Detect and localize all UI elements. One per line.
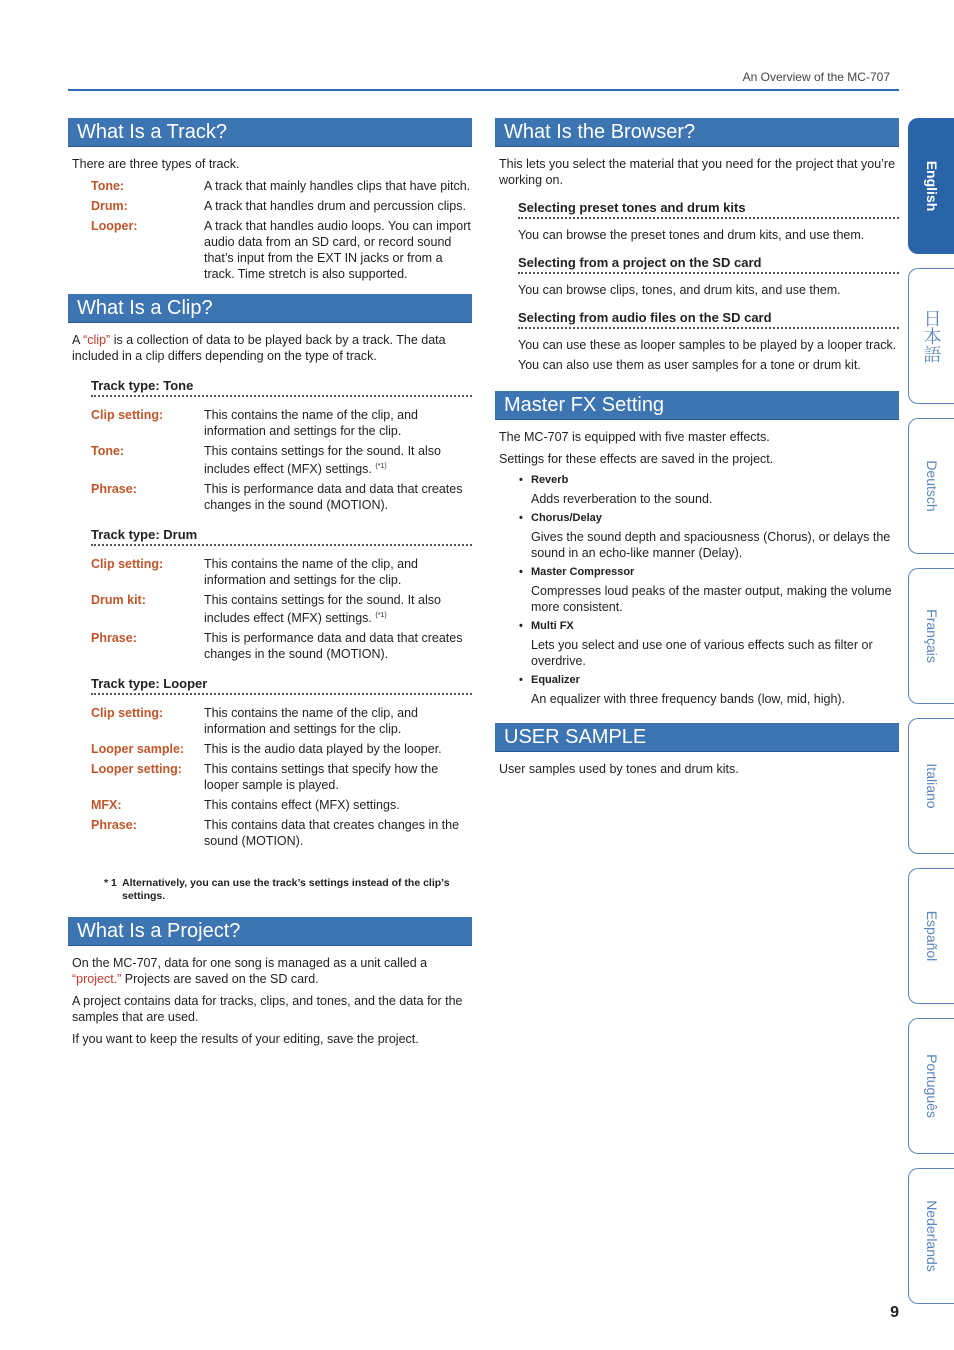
- tab-label: Italiano: [923, 763, 940, 809]
- tab-label: Deutsch: [923, 460, 940, 512]
- effect-name: [519, 673, 899, 687]
- effect-desc: Lets you select and use one of various effects such as filter or overdrive.: [531, 638, 873, 668]
- tab-japanese[interactable]: [908, 268, 954, 404]
- track-type-item: [68, 198, 472, 214]
- term-label: Looper setting:: [91, 762, 182, 777]
- browser-desc: You can also use them as user samples for a tone or drum kit.: [518, 358, 861, 372]
- term-label: Clip setting:: [91, 557, 164, 572]
- clip-intro: [72, 332, 472, 364]
- term-label: Drum kit:: [91, 593, 146, 608]
- bullet-icon: •: [519, 474, 523, 486]
- clip-item: [68, 817, 472, 849]
- clip-item: [68, 592, 472, 626]
- project-text: On the MC-707, data for one song is managed as a unit called a: [72, 956, 428, 971]
- term-desc-with-note: [204, 443, 472, 477]
- term-desc: A track that handles audio loops. You can import audio data from an SD card, or record sound that’s input from the EXT IN jacks or from a track. Time stretch is also supported.: [204, 219, 471, 281]
- effect-name-text: Multi FX: [531, 620, 574, 632]
- project-section-title: What Is a Project?: [68, 917, 472, 946]
- term-desc: This contains the name of the clip, and information and settings for the clip.: [204, 408, 419, 438]
- term-desc-with-note: [204, 592, 472, 626]
- bullet-icon: •: [519, 620, 523, 632]
- track-type-item: [68, 178, 472, 194]
- tab-portugues[interactable]: [908, 1018, 954, 1154]
- subheading-project-sd: Selecting from a project on the SD card: [518, 255, 899, 274]
- effect-name: [519, 619, 899, 633]
- term-desc: This contains effect (MFX) settings.: [204, 798, 400, 813]
- track-section-title: What Is a Track?: [68, 118, 472, 147]
- clip-item: [68, 481, 472, 513]
- header-rule: [68, 89, 899, 91]
- clip-item: [68, 761, 472, 793]
- tab-label: Español: [923, 910, 940, 962]
- footnote-text: Alternatively, you can use the track’s settings instead of the clip’s settings.: [122, 877, 450, 903]
- tab-label: 日本語: [921, 309, 942, 363]
- tab-label: Français: [923, 609, 940, 663]
- browser-desc: You can browse the preset tones and drum kits, and use them.: [518, 228, 865, 242]
- term-desc: This is performance data and data that creates changes in the sound (MOTION).: [204, 631, 463, 662]
- browser-desc: You can use these as looper samples to be played by a looper track.: [518, 338, 897, 352]
- bullet-icon: •: [519, 512, 523, 524]
- effect-name: [519, 473, 899, 487]
- project-term-link: “project.”: [72, 972, 122, 987]
- project-para-2: A project contains data for tracks, clips, and tones, and the data for the samples that are used.: [72, 994, 463, 1025]
- footnote-ref: (*1): [375, 612, 387, 620]
- footnote: [104, 877, 472, 903]
- effect-name: [519, 565, 899, 579]
- term-label: Tone:: [91, 179, 125, 193]
- tab-nederlands[interactable]: [908, 1168, 954, 1304]
- tab-label: Nederlands: [923, 1200, 940, 1272]
- tab-francais[interactable]: [908, 568, 954, 704]
- term-desc: This is performance data and data that creates changes in the sound (MOTION).: [204, 482, 463, 513]
- tab-espanol[interactable]: [908, 868, 954, 1004]
- tab-deutsch[interactable]: [908, 418, 954, 554]
- masterfx-para-2: Settings for these effects are saved in the project.: [499, 452, 774, 466]
- term-label: Phrase:: [91, 818, 137, 833]
- term-desc: A track that mainly handles clips that have pitch.: [204, 179, 471, 193]
- effect-desc: An equalizer with three frequency bands (low, mid, high).: [531, 692, 846, 706]
- clip-item: [68, 407, 472, 439]
- running-header: An Overview of the MC-707: [742, 70, 890, 84]
- footnote-ref: (*1): [375, 463, 387, 470]
- usersample-para: User samples used by tones and drum kits.: [499, 762, 739, 776]
- tab-english[interactable]: [908, 118, 954, 254]
- clip-item: [68, 443, 472, 477]
- tab-italiano[interactable]: [908, 718, 954, 854]
- effect-name-text: Chorus/Delay: [531, 512, 602, 524]
- term-label: Phrase:: [91, 482, 137, 497]
- effect-name-text: Equalizer: [531, 674, 580, 686]
- term-label: Tone:: [91, 444, 125, 458]
- subheading-audio-files-sd: Selecting from audio files on the SD card: [518, 310, 899, 329]
- browser-section-title: What Is the Browser?: [495, 118, 899, 147]
- clip-item: [68, 705, 472, 737]
- term-label: Clip setting:: [91, 408, 164, 422]
- term-label: Clip setting:: [91, 706, 164, 721]
- bullet-icon: •: [519, 674, 523, 686]
- effect-name: [519, 511, 899, 525]
- effect-name-text: Reverb: [531, 474, 569, 486]
- clip-intro-text: A: [72, 333, 84, 347]
- term-desc: A track that handles drum and percussion clips.: [204, 199, 466, 213]
- term-label: Looper:: [91, 219, 138, 233]
- clip-item: [68, 630, 472, 662]
- right-column: [495, 118, 899, 783]
- subheading-track-type-drum: Track type: Drum: [91, 527, 472, 546]
- masterfx-section-title: Master FX Setting: [495, 391, 899, 420]
- clip-item: [68, 741, 472, 757]
- term-desc: This contains settings for the sound. It also includes effect (MFX) settings.: [204, 593, 441, 626]
- subheading-track-type-tone: Track type: Tone: [91, 378, 472, 397]
- project-para-3: If you want to keep the results of your editing, save the project.: [72, 1032, 419, 1047]
- effect-desc: Gives the sound depth and spaciousness (Chorus), or delays the sound in an echo-like manner (Delay).: [531, 530, 891, 560]
- masterfx-para-1: The MC-707 is equipped with five master effects.: [499, 430, 770, 444]
- footnote-mark: * 1: [104, 877, 117, 890]
- project-text-rest: Projects are saved on the SD card.: [121, 972, 319, 987]
- term-desc: This is the audio data played by the looper.: [204, 742, 442, 757]
- project-para-1: [72, 955, 472, 987]
- term-label: MFX:: [91, 798, 122, 813]
- page-number: 9: [890, 1304, 899, 1321]
- track-type-list: [68, 178, 472, 282]
- term-desc: This contains data that creates changes in the sound (MOTION).: [204, 818, 460, 849]
- effect-name-text: Master Compressor: [531, 566, 635, 578]
- tab-label: English: [923, 160, 940, 212]
- tab-label: Português: [923, 1054, 940, 1118]
- effect-desc: Adds reverberation to the sound.: [531, 492, 713, 506]
- clip-section-title: What Is a Clip?: [68, 294, 472, 323]
- subheading-preset-tones: Selecting preset tones and drum kits: [518, 200, 899, 219]
- effect-desc: Compresses loud peaks of the master output, making the volume more consistent.: [531, 584, 892, 614]
- browser-intro: This lets you select the material that you need for the project that you’re working on.: [499, 157, 896, 187]
- left-column: [68, 118, 472, 1053]
- term-desc: This contains the name of the clip, and information and settings for the clip.: [204, 706, 419, 737]
- track-type-item: [68, 218, 472, 282]
- bullet-icon: •: [519, 566, 523, 578]
- term-desc: This contains settings that specify how the looper sample is played.: [204, 762, 439, 793]
- term-label: Drum:: [91, 199, 128, 213]
- track-intro: There are three types of track.: [72, 157, 240, 171]
- browser-desc: You can browse clips, tones, and drum kits, and use them.: [518, 283, 841, 297]
- clip-item: [68, 556, 472, 588]
- subheading-track-type-looper: Track type: Looper: [91, 676, 472, 695]
- term-desc: This contains the name of the clip, and information and settings for the clip.: [204, 557, 419, 588]
- term-desc: This contains settings for the sound. It also includes effect (MFX) settings.: [204, 444, 441, 477]
- term-label: Phrase:: [91, 631, 137, 646]
- clip-term-link: “clip”: [83, 333, 111, 347]
- term-label: Looper sample:: [91, 742, 185, 757]
- usersample-section-title: USER SAMPLE: [495, 723, 899, 752]
- clip-intro-text-rest: is a collection of data to be played back by a track. The data included in a clip differs depending on the type of track.: [72, 333, 446, 363]
- clip-item: [68, 797, 472, 813]
